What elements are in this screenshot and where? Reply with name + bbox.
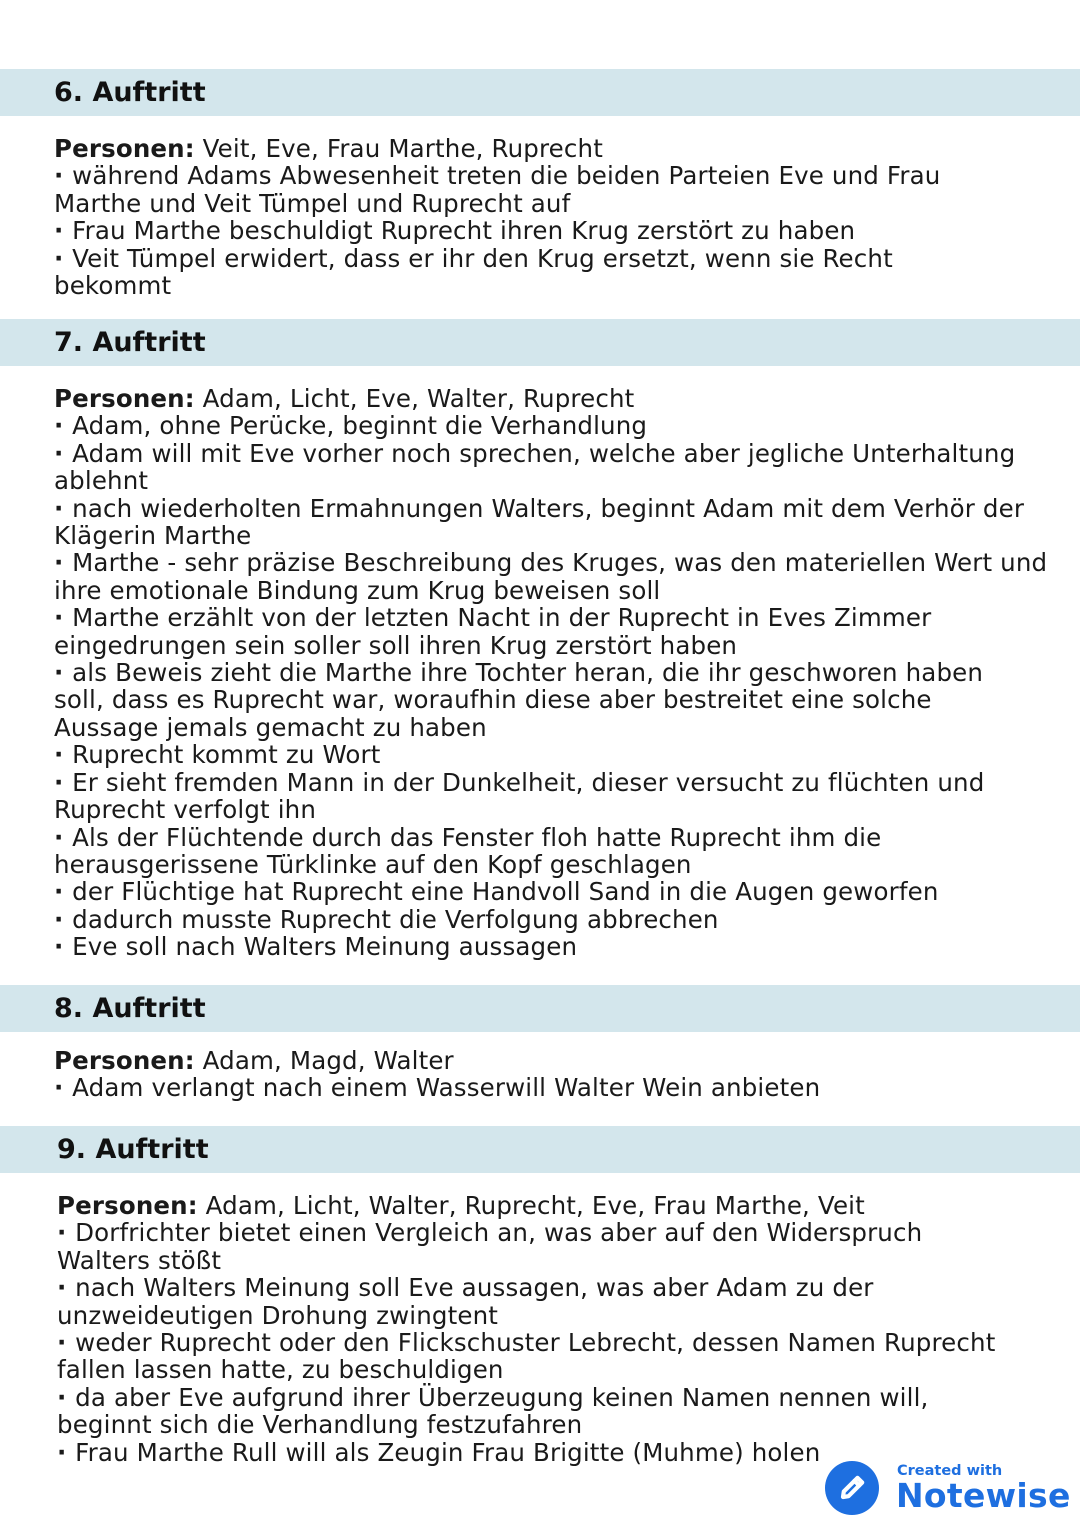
list-item: · nach wiederholten Ermahnungen Walters, beginnt Adam mit dem Verhör der Klägerin Marthe (54, 495, 1039, 550)
list-item: · da aber Eve aufgrund ihrer Überzeugung keinen Namen nennen will, beginnt sich die Verhandlung festzufahren (57, 1384, 997, 1439)
persons-label: Personen: (54, 1046, 195, 1075)
section-9-persons (57, 1192, 1057, 1219)
list-item: · nach Walters Meinung soll Eve aussagen, was aber Adam zu der unzweideutigen Drohung zwingtent (57, 1274, 937, 1329)
persons-list: Adam, Licht, Walter, Ruprecht, Eve, Frau Marthe, Veit (205, 1191, 865, 1220)
section-8-title: 8. Auftritt (54, 993, 206, 1024)
list-item: · Als der Flüchtende durch das Fenster floh hatte Ruprecht ihm die herausgerissene Türklinke auf den Kopf geschlagen (54, 824, 934, 879)
section-9-title: 9. Auftritt (57, 1134, 209, 1165)
list-item: · dadurch musste Ruprecht die Verfolgung abbrechen (54, 906, 1069, 933)
section-8-persons (54, 1047, 1064, 1074)
persons-list: Adam, Magd, Walter (202, 1046, 454, 1075)
list-item: · Frau Marthe beschuldigt Ruprecht ihren Krug zerstört zu haben (54, 217, 1064, 244)
notewise-branding (824, 1460, 1069, 1518)
list-item: · Dorfrichter bietet einen Vergleich an, was aber auf den Widerspruch Walters stößt (57, 1219, 992, 1274)
section-8-body (54, 1047, 1064, 1102)
list-item: · Ruprecht kommt zu Wort (54, 741, 1069, 768)
section-7-persons (54, 385, 1069, 412)
list-item: · Er sieht fremden Mann in der Dunkelheit, dieser versucht zu flüchten und Ruprecht verfolgt ihn (54, 769, 1044, 824)
section-7-body (54, 385, 1069, 961)
section-6-persons (54, 135, 1064, 162)
list-item: · Veit Tümpel erwidert, dass er ihr den Krug ersetzt, wenn sie Recht bekommt (54, 245, 954, 300)
list-item: · Eve soll nach Walters Meinung aussagen (54, 933, 1069, 960)
pen-in-circle-icon (824, 1460, 880, 1516)
section-9-body (57, 1192, 1057, 1466)
list-item: · Adam verlangt nach einem Wasserwill Walter Wein anbieten (54, 1074, 1064, 1101)
section-6-body (54, 135, 1064, 299)
section-7-title: 7. Auftritt (54, 327, 206, 358)
persons-label: Personen: (57, 1191, 198, 1220)
list-item: · weder Ruprecht oder den Flickschuster Lebrecht, dessen Namen Ruprecht fallen lassen hatte, zu beschuldigen (57, 1329, 1047, 1384)
list-item: · während Adams Abwesenheit treten die beiden Parteien Eve und Frau Marthe und Veit Tümpel und Ruprecht auf (54, 162, 984, 217)
persons-list: Veit, Eve, Frau Marthe, Ruprecht (202, 134, 603, 163)
list-item: · als Beweis zieht die Marthe ihre Tochter heran, die ihr geschworen haben soll, dass es Ruprecht war, woraufhin diese aber bestreitet eine solche Aussage jemals gemacht zu haben (54, 659, 1039, 741)
list-item: · Adam, ohne Perücke, beginnt die Verhandlung (54, 412, 1069, 439)
section-6-title: 6. Auftritt (54, 77, 206, 108)
persons-list: Adam, Licht, Eve, Walter, Ruprecht (202, 384, 635, 413)
list-item: · Adam will mit Eve vorher noch sprechen, welche aber jegliche Unterhaltung ablehnt (54, 440, 1069, 495)
persons-label: Personen: (54, 384, 195, 413)
list-item: · Frau Marthe Rull will als Zeugin Frau Brigitte (Muhme) holen (57, 1439, 1057, 1466)
brand-created-with: Created with (897, 1463, 1003, 1479)
list-item: · Marthe - sehr präzise Beschreibung des Kruges, was den materiellen Wert und ihre emotionale Bindung zum Krug beweisen soll (54, 549, 1069, 604)
persons-label: Personen: (54, 134, 195, 163)
list-item: · der Flüchtige hat Ruprecht eine Handvoll Sand in die Augen geworfen (54, 878, 1069, 905)
list-item: · Marthe erzählt von der letzten Nacht in der Ruprecht in Eves Zimmer eingedrungen sein soller soll ihren Krug zerstört haben (54, 604, 989, 659)
brand-name: Notewise (896, 1476, 1071, 1515)
